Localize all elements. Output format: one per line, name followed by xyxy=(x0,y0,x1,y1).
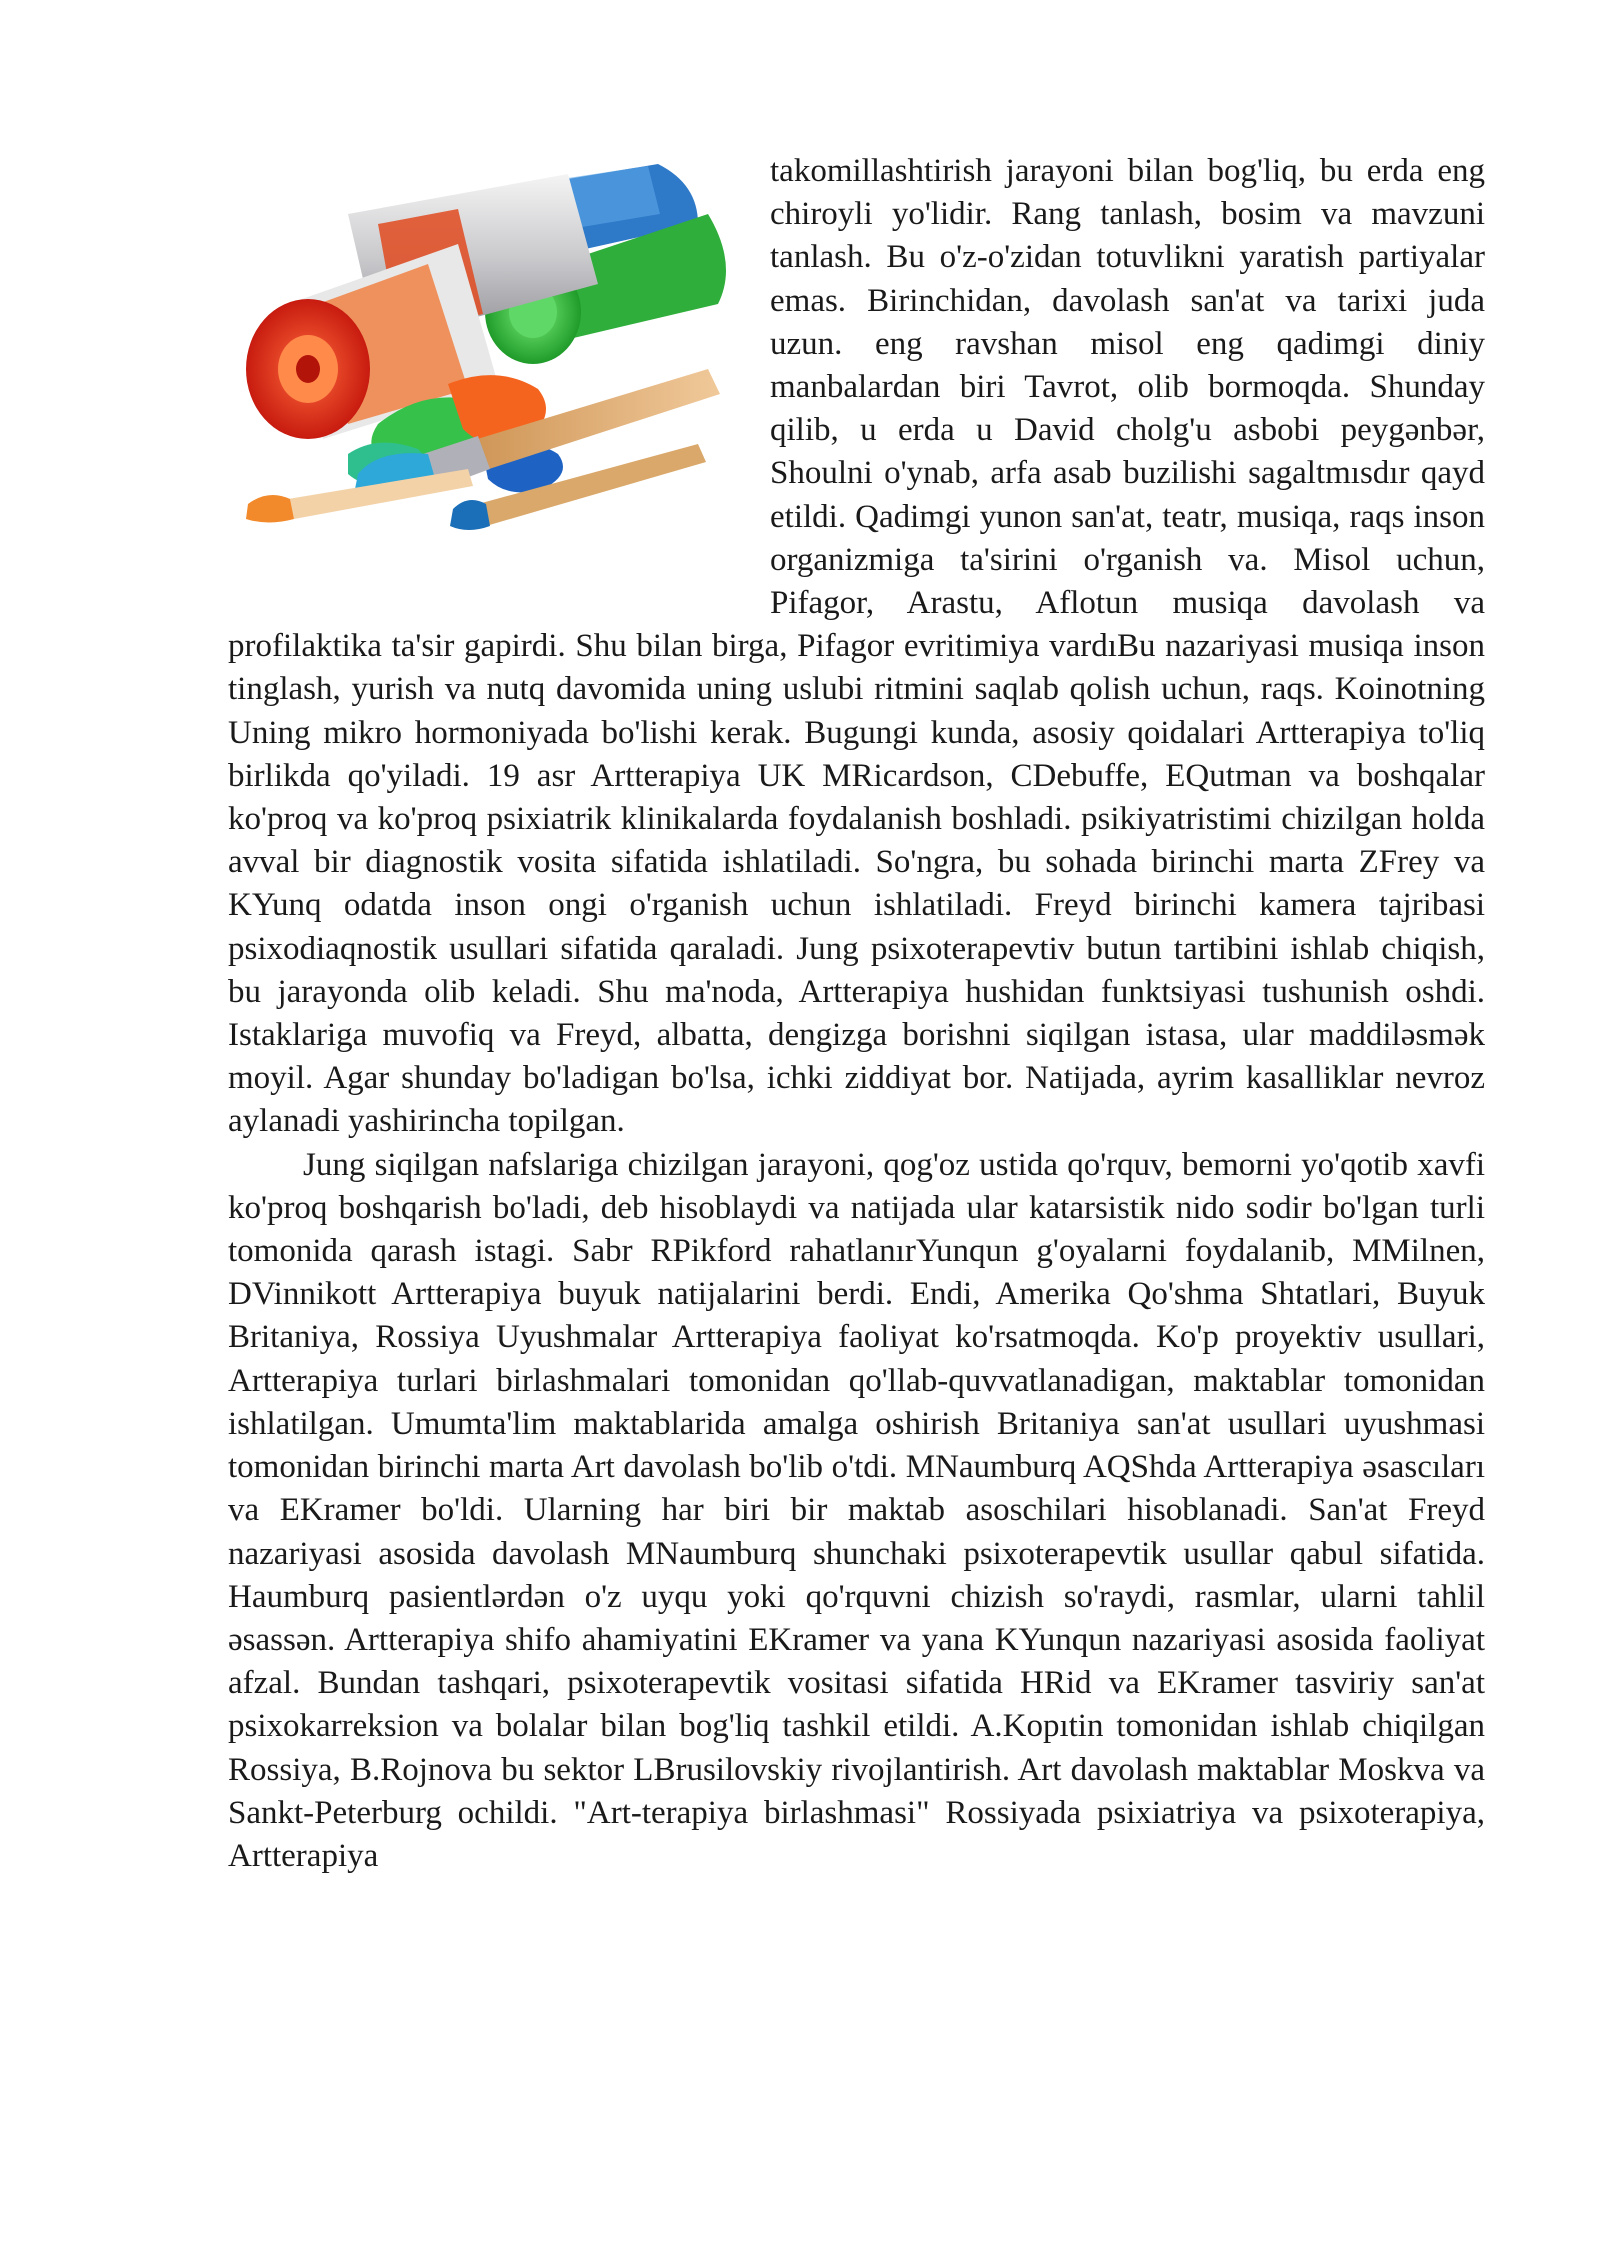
paragraph-1: takomillashtirish jarayoni bilan bog'liq, bu erda eng chiroyli yo'lidir. Rang tanlash, bosim va mavzuni tanlash. Bu o'z-o'zidan totuvlikni yaratish partiyalar emas. Birinchidan, davolash san'at va tarixi juda uzun. eng ravshan misol eng qadimgi diniy manbalardan biri Tavrot, olib bormoqda. Shunday qilib, u erda u David cholg'u asbobi peygənbər, Shoulni o'ynab, arfa asab buzilishi sagaltmısdır qayd etildi. Qadimgi yunon san'at, teatr, musiqa, raqs inson organizmiga ta'sirini o'rganish va. Misol uchun, Pifagor, Arastu, Aflotun musiqa davolash va profilaktika ta'sir gapirdi. Shu bilan birga, Pifagor evritimiya vardıBu nazariyasi musiqa inson tinglash, yurish va nutq davomida uning uslubi ritmini saqlab qolish uchun, raqs. Koinotning Uning mikro hormoniyada bo'lishi kerak. Bugungi kunda, asosiy qoidalari Artterapiya to'liq birlikda qo'yiladi. 19 asr Artterapiya UK MRicardson, CDebuffe, EQutman va boshqalar ko'proq va ko'proq psixiatrik klinikalarda foydalanish boshladi. psikiyatristimi chizilgan holda avval bir diagnostik vosita sifatida ishlatiladi. So'ngra, bu sohada birinchi marta ZFrey va KYunq odatda inson ongi o'rganish uchun ishlatiladi. Freyd birinchi kamera tajribasi psixodiaqnostik usullari sifatida qaraladi. Jung psixoterapevtiv butun tartibini ishlab chiqish, bu jarayonda olib keladi. Shu ma'noda, Artterapiya hushidan funktsiyasi tushunish oshdi. Istaklariga muvofiq va Freyd, albatta, dengizga borishni siqilgan istasa, ular maddiləsmək moyil. Agar shunday bo'ladigan bo'lsa, ichki ziddiyat bor. Natijada, ayrim kasalliklar nevroz aylanadi yashirincha topilgan. xyxy=(228,153,1485,1140)
paragraph-2: Jung siqilgan nafslariga chizilgan jarayoni, qog'oz ustida qo'rquv, bemorni yo'qotib xavfi ko'proq boshqarish bo'ladi, deb hisoblaydi va natijada ular katarsistik nido sodir bo'lgan turli tomonida qarash istagi. Sabr RPikford rahatlanırYunqun g'oyalarni foydalanib, MMilnen, DVinnikott Artterapiya buyuk natijalarini berdi. Endi, Amerika Qo'shma Shtatlari, Buyuk Britaniya, Rossiya Uyushmalar Artterapiya faoliyat ko'rsatmoqda. Ko'p proyektiv usullari, Artterapiya turlari birlashmalari tomonidan qo'llab-quvvatlanadigan, maktablar tomonidan ishlatilgan. Umumta'lim maktablarida amalga oshirish Britaniya san'at usullari uyushmasi tomonidan birinchi marta Art davolash bo'lib o'tdi. MNaumburq AQShda Artterapiya əsascıları va EKramer bo'ldi. Ularning har biri bir maktab asoschilari hisoblanadi. San'at Freyd nazariyasi asosida davolash MNaumburq shunchaki psixoterapevtik usullar qabul sifatida. Haumburq pasientlərdən o'z uyqu yoki qo'rquvni chizish so'raydi, rasmlar, ularni tahlil əsassən. Artterapiya shifo ahamiyatini EKramer va yana KYunqun nazariyasi asosida faoliyat afzal. Bundan tashqari, psixoterapevtik vositasi sifatida HRid va EKramer tasviriy san'at psixokarreksion va bolalar bilan bog'liq tashkil etildi. A.Kopıtin tomonidan ishlab chiqilgan Rossiya, B.Rojnova bu sektor LBrusilovskiy rivojlantirish. Art davolash maktablar Moskva va Sankt-Peterburg ochildi. "Art-terapiya birlashmasi" Rossiyada psixiatriya va psixoterapiya, Artterapiya xyxy=(228,1146,1485,1874)
paint-tubes-and-brushes-image xyxy=(228,154,748,584)
body-text xyxy=(228,150,1485,1878)
